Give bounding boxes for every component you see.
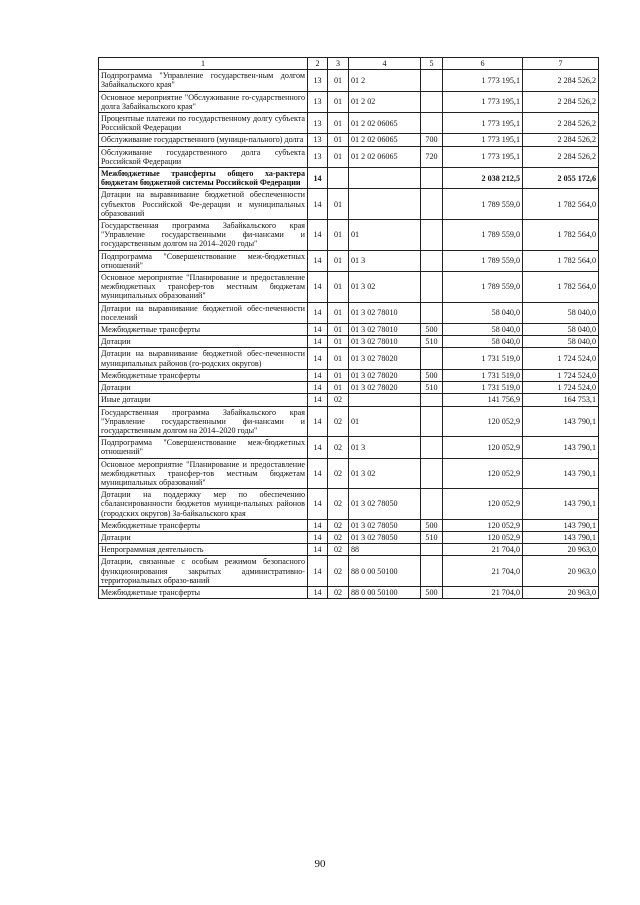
amount-year-1-cell: 1 789 559,0 — [443, 189, 523, 220]
expense-type-cell — [421, 394, 443, 406]
amount-year-2-cell: 58 040,0 — [523, 324, 599, 336]
table-row — [99, 324, 599, 336]
row-name-cell: Межбюджетные трансферты — [99, 519, 308, 531]
target-article-cell: 88 — [349, 544, 421, 556]
section-code-cell: 14 — [308, 369, 328, 381]
expense-type-cell — [421, 348, 443, 369]
section-code-cell: 14 — [308, 189, 328, 220]
header-col-5: 5 — [421, 58, 443, 70]
target-article-cell: 01 3 02 — [349, 272, 421, 303]
amount-year-1-cell: 120 052,9 — [443, 519, 523, 531]
row-name-cell: Непрограммная деятельность — [99, 544, 308, 556]
expense-type-cell: 700 — [421, 134, 443, 146]
expense-type-cell — [421, 250, 443, 271]
expense-type-cell: 510 — [421, 531, 443, 543]
amount-year-1-cell: 21 704,0 — [443, 544, 523, 556]
subsection-code-cell: 01 — [328, 348, 349, 369]
subsection-code-cell: 02 — [328, 437, 349, 458]
subsection-code-cell: 02 — [328, 458, 349, 489]
section-code-cell: 14 — [308, 586, 328, 598]
row-name-cell: Межбюджетные трансферты — [99, 369, 308, 381]
amount-year-1-cell: 1 773 195,1 — [443, 146, 523, 167]
subsection-code-cell: 02 — [328, 394, 349, 406]
table-row — [99, 406, 599, 437]
section-code-cell: 14 — [308, 437, 328, 458]
subsection-code-cell: 02 — [328, 586, 349, 598]
row-name-cell: Дотации — [99, 531, 308, 543]
section-code-cell: 14 — [308, 336, 328, 348]
table-row — [99, 113, 599, 134]
amount-year-2-cell: 2 055 172,6 — [523, 168, 599, 189]
header-col-6: 6 — [443, 58, 523, 70]
table-row — [99, 348, 599, 369]
amount-year-2-cell: 2 284 526,2 — [523, 91, 599, 112]
target-article-cell: 01 2 02 06065 — [349, 146, 421, 167]
section-code-cell: 14 — [308, 302, 328, 323]
amount-year-1-cell: 1 773 195,1 — [443, 91, 523, 112]
subsection-code-cell: 01 — [328, 250, 349, 271]
subsection-code-cell: 02 — [328, 544, 349, 556]
table-row — [99, 369, 599, 381]
table-row — [99, 250, 599, 271]
amount-year-2-cell: 58 040,0 — [523, 336, 599, 348]
row-name-cell: Дотации, связанные с особым режимом безопасного функционирования закрытых административно-территориальных образо-ваний — [99, 556, 308, 587]
row-name-cell: Государственная программа Забайкальского края "Управление государственными фи-нансами и государственным долгом на 2014–2020 годы" — [99, 220, 308, 251]
subsection-code-cell: 02 — [328, 519, 349, 531]
amount-year-2-cell: 143 790,1 — [523, 519, 599, 531]
expense-type-cell: 500 — [421, 519, 443, 531]
subsection-code-cell: 01 — [328, 272, 349, 303]
header-col-1: 1 — [99, 58, 308, 70]
amount-year-1-cell: 1 773 195,1 — [443, 134, 523, 146]
target-article-cell — [349, 168, 421, 189]
row-name-cell: Обслуживание государственного долга субъекта Российской Федерации — [99, 146, 308, 167]
amount-year-2-cell: 20 963,0 — [523, 586, 599, 598]
section-code-cell: 14 — [308, 458, 328, 489]
target-article-cell: 01 — [349, 220, 421, 251]
amount-year-1-cell: 1 731 519,0 — [443, 369, 523, 381]
amount-year-2-cell: 143 790,1 — [523, 531, 599, 543]
target-article-cell — [349, 394, 421, 406]
target-article-cell: 01 3 02 — [349, 458, 421, 489]
expense-type-cell: 500 — [421, 324, 443, 336]
row-name-cell: Подпрограмма "Управление государствен-ным долгом Забайкальского края" — [99, 70, 308, 91]
subsection-code-cell: 01 — [328, 189, 349, 220]
section-code-cell: 14 — [308, 406, 328, 437]
table-row — [99, 302, 599, 323]
row-name-cell: Дотации — [99, 336, 308, 348]
subsection-code-cell: 01 — [328, 324, 349, 336]
row-name-cell: Подпрограмма "Совершенствование меж-бюджетных отношений" — [99, 437, 308, 458]
row-name-cell: Дотации на выравнивание бюджетной обес-печенности муниципальных районов (го-родских округов) — [99, 348, 308, 369]
expense-type-cell — [421, 113, 443, 134]
target-article-cell: 01 3 02 78050 — [349, 531, 421, 543]
amount-year-1-cell: 1 731 519,0 — [443, 348, 523, 369]
amount-year-2-cell: 1 782 564,0 — [523, 250, 599, 271]
section-code-cell: 14 — [308, 348, 328, 369]
target-article-cell: 01 2 02 06065 — [349, 113, 421, 134]
target-article-cell: 01 3 02 78020 — [349, 348, 421, 369]
row-name-cell: Основное мероприятие "Планирование и предоставление межбюджетных трансфер-тов местным бюджетам муниципальных образований" — [99, 272, 308, 303]
amount-year-2-cell: 1 782 564,0 — [523, 220, 599, 251]
subsection-code-cell: 01 — [328, 302, 349, 323]
target-article-cell: 01 3 02 78050 — [349, 519, 421, 531]
amount-year-2-cell: 143 790,1 — [523, 437, 599, 458]
amount-year-2-cell: 20 963,0 — [523, 556, 599, 587]
subsection-code-cell: 02 — [328, 406, 349, 437]
row-name-cell: Процентные платежи по государственному долгу субъекта Российской Федерации — [99, 113, 308, 134]
amount-year-2-cell: 143 790,1 — [523, 458, 599, 489]
amount-year-1-cell: 1 789 559,0 — [443, 272, 523, 303]
amount-year-1-cell: 1 731 519,0 — [443, 382, 523, 394]
subsection-code-cell: 01 — [328, 220, 349, 251]
row-name-cell: Иные дотации — [99, 394, 308, 406]
amount-year-1-cell: 2 038 212,5 — [443, 168, 523, 189]
amount-year-2-cell: 1 724 524,0 — [523, 369, 599, 381]
amount-year-2-cell: 1 724 524,0 — [523, 348, 599, 369]
row-name-cell: Межбюджетные трансферты — [99, 324, 308, 336]
expense-type-cell — [421, 272, 443, 303]
amount-year-1-cell: 58 040,0 — [443, 324, 523, 336]
section-code-cell: 13 — [308, 146, 328, 167]
row-name-cell: Дотации — [99, 382, 308, 394]
section-code-cell: 13 — [308, 134, 328, 146]
header-col-7: 7 — [523, 58, 599, 70]
amount-year-2-cell: 58 040,0 — [523, 302, 599, 323]
subsection-code-cell: 01 — [328, 113, 349, 134]
table-row — [99, 437, 599, 458]
subsection-code-cell: 02 — [328, 531, 349, 543]
amount-year-1-cell: 120 052,9 — [443, 458, 523, 489]
table-row — [99, 519, 599, 531]
table-row — [99, 544, 599, 556]
table-row — [99, 70, 599, 91]
row-name-cell: Государственная программа Забайкальского края "Управление государственными фи-нансами и государственным долгом на 2014–2020 годы" — [99, 406, 308, 437]
table-row — [99, 382, 599, 394]
section-code-cell: 14 — [308, 519, 328, 531]
amount-year-1-cell: 21 704,0 — [443, 556, 523, 587]
subsection-code-cell: 01 — [328, 91, 349, 112]
expense-type-cell — [421, 544, 443, 556]
expense-type-cell: 510 — [421, 336, 443, 348]
table-row — [99, 91, 599, 112]
table-header-row — [99, 58, 599, 70]
table-row — [99, 586, 599, 598]
subsection-code-cell: 02 — [328, 556, 349, 587]
table-row — [99, 394, 599, 406]
target-article-cell — [349, 189, 421, 220]
target-article-cell: 01 3 02 78020 — [349, 369, 421, 381]
expense-type-cell — [421, 302, 443, 323]
table-row — [99, 272, 599, 303]
section-code-cell: 14 — [308, 168, 328, 189]
target-article-cell: 88 0 00 50100 — [349, 586, 421, 598]
amount-year-2-cell: 20 963,0 — [523, 544, 599, 556]
target-article-cell: 01 3 02 78020 — [349, 382, 421, 394]
section-code-cell: 14 — [308, 556, 328, 587]
amount-year-1-cell: 1 789 559,0 — [443, 220, 523, 251]
expense-type-cell — [421, 220, 443, 251]
target-article-cell: 01 3 02 78010 — [349, 336, 421, 348]
section-code-cell: 13 — [308, 91, 328, 112]
header-col-3: 3 — [328, 58, 349, 70]
expense-type-cell — [421, 91, 443, 112]
expense-type-cell — [421, 556, 443, 587]
section-code-cell: 14 — [308, 382, 328, 394]
amount-year-1-cell: 1 773 195,1 — [443, 70, 523, 91]
subsection-code-cell: 01 — [328, 134, 349, 146]
subsection-code-cell: 01 — [328, 70, 349, 91]
subsection-code-cell — [328, 168, 349, 189]
subsection-code-cell: 02 — [328, 489, 349, 520]
section-code-cell: 14 — [308, 220, 328, 251]
amount-year-1-cell: 141 756,9 — [443, 394, 523, 406]
row-name-cell: Дотации на выравнивание бюджетной обеспеченности субъектов Российской Фе-дерации и муниципальных образований — [99, 189, 308, 220]
row-name-cell: Дотации на выравнивание бюджетной обес-печенности поселений — [99, 302, 308, 323]
row-name-cell: Межбюджетные трансферты общего ха-рактера бюджетам бюджетной системы Российской Федерации — [99, 168, 308, 189]
table-row — [99, 146, 599, 167]
expense-type-cell — [421, 189, 443, 220]
amount-year-2-cell: 143 790,1 — [523, 406, 599, 437]
table-row — [99, 168, 599, 189]
amount-year-1-cell: 58 040,0 — [443, 302, 523, 323]
table-row — [99, 556, 599, 587]
section-code-cell: 14 — [308, 324, 328, 336]
expense-type-cell — [421, 489, 443, 520]
target-article-cell: 01 3 02 78050 — [349, 489, 421, 520]
row-name-cell: Межбюджетные трансферты — [99, 586, 308, 598]
table-row — [99, 134, 599, 146]
table-body — [99, 70, 599, 599]
subsection-code-cell: 01 — [328, 146, 349, 167]
budget-table — [98, 57, 599, 599]
amount-year-1-cell: 58 040,0 — [443, 336, 523, 348]
target-article-cell: 01 2 02 — [349, 91, 421, 112]
amount-year-2-cell: 1 782 564,0 — [523, 272, 599, 303]
expense-type-cell: 720 — [421, 146, 443, 167]
table-row — [99, 531, 599, 543]
section-code-cell: 14 — [308, 272, 328, 303]
target-article-cell: 01 3 — [349, 250, 421, 271]
table-row — [99, 189, 599, 220]
section-code-cell: 14 — [308, 394, 328, 406]
target-article-cell: 01 3 02 78010 — [349, 324, 421, 336]
section-code-cell: 13 — [308, 70, 328, 91]
header-col-4: 4 — [349, 58, 421, 70]
row-name-cell: Основное мероприятие "Планирование и предоставление межбюджетных трансфер-тов местным бюджетам муниципальных образований" — [99, 458, 308, 489]
table-row — [99, 220, 599, 251]
target-article-cell: 88 0 00 50100 — [349, 556, 421, 587]
target-article-cell: 01 3 — [349, 437, 421, 458]
expense-type-cell — [421, 406, 443, 437]
target-article-cell: 01 2 02 06065 — [349, 134, 421, 146]
row-name-cell: Подпрограмма "Совершенствование меж-бюджетных отношений" — [99, 250, 308, 271]
expense-type-cell — [421, 70, 443, 91]
amount-year-2-cell: 2 284 526,2 — [523, 134, 599, 146]
subsection-code-cell: 01 — [328, 382, 349, 394]
row-name-cell: Дотации на поддержку мер по обеспечению сбалансированности бюджетов муници-пальных районов (городских округов) За-байкальского края — [99, 489, 308, 520]
amount-year-1-cell: 1 789 559,0 — [443, 250, 523, 271]
amount-year-2-cell: 164 753,1 — [523, 394, 599, 406]
section-code-cell: 13 — [308, 113, 328, 134]
header-col-2: 2 — [308, 58, 328, 70]
amount-year-1-cell: 120 052,9 — [443, 406, 523, 437]
amount-year-1-cell: 120 052,9 — [443, 531, 523, 543]
expense-type-cell: 500 — [421, 369, 443, 381]
page-number: 90 — [314, 858, 326, 870]
target-article-cell: 01 3 02 78010 — [349, 302, 421, 323]
amount-year-2-cell: 2 284 526,2 — [523, 70, 599, 91]
amount-year-2-cell: 2 284 526,2 — [523, 146, 599, 167]
target-article-cell: 01 — [349, 406, 421, 437]
amount-year-2-cell: 1 782 564,0 — [523, 189, 599, 220]
expense-type-cell: 500 — [421, 586, 443, 598]
amount-year-2-cell: 1 724 524,0 — [523, 382, 599, 394]
row-name-cell: Обслуживание государственного (муници-пального) долга — [99, 134, 308, 146]
section-code-cell: 14 — [308, 250, 328, 271]
expense-type-cell — [421, 168, 443, 189]
table-row — [99, 336, 599, 348]
amount-year-1-cell: 21 704,0 — [443, 586, 523, 598]
amount-year-2-cell: 143 790,1 — [523, 489, 599, 520]
row-name-cell: Основное мероприятие "Обслуживание го-сударственного долга Забайкальского края" — [99, 91, 308, 112]
table-row — [99, 489, 599, 520]
subsection-code-cell: 01 — [328, 336, 349, 348]
expense-type-cell — [421, 437, 443, 458]
subsection-code-cell: 01 — [328, 369, 349, 381]
amount-year-1-cell: 1 773 195,1 — [443, 113, 523, 134]
section-code-cell: 14 — [308, 544, 328, 556]
expense-type-cell — [421, 458, 443, 489]
amount-year-1-cell: 120 052,9 — [443, 489, 523, 520]
table-row — [99, 458, 599, 489]
amount-year-1-cell: 120 052,9 — [443, 437, 523, 458]
amount-year-2-cell: 2 284 526,2 — [523, 113, 599, 134]
section-code-cell: 14 — [308, 489, 328, 520]
expense-type-cell: 510 — [421, 382, 443, 394]
target-article-cell: 01 2 — [349, 70, 421, 91]
section-code-cell: 14 — [308, 531, 328, 543]
